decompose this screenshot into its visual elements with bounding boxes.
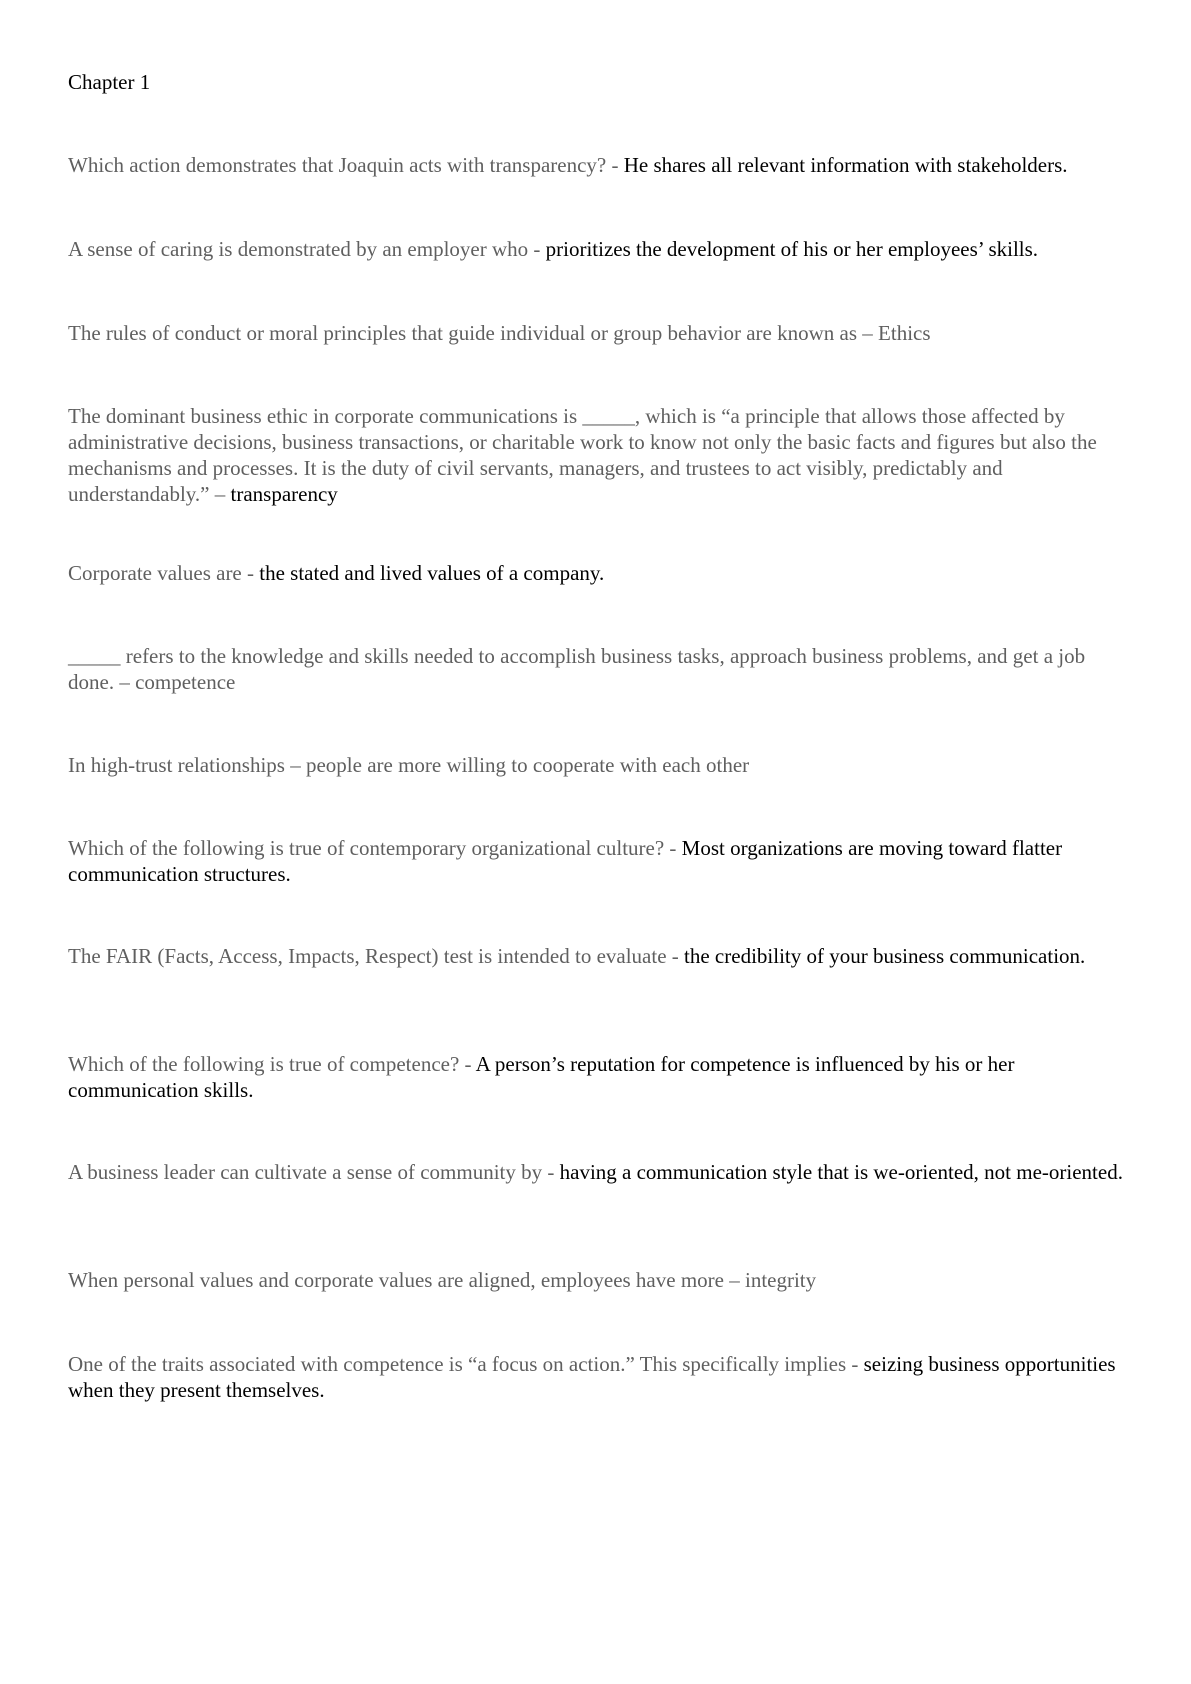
separator: - — [606, 153, 624, 177]
separator: - — [459, 1052, 476, 1076]
qa-item-10 — [68, 1051, 1128, 1103]
qa-item-6 — [68, 643, 1128, 695]
separator: - — [241, 561, 260, 585]
answer-text: prioritizes the development of his or her employees’ skills. — [545, 237, 1039, 261]
question-text: _____ refers to the knowledge and skills needed to accomplish business tasks, approach business problems, and get a job done. — [68, 644, 1086, 694]
qa-item-13 — [68, 1351, 1128, 1403]
separator: - — [846, 1352, 864, 1376]
question-text: One of the traits associated with competence is “a focus on action.” This specifically implies — [68, 1352, 847, 1376]
separator: - — [528, 237, 546, 261]
qa-item-12 — [68, 1267, 1128, 1293]
answer-text: A person’s reputation for competence is influenced by his or her communication skills. — [68, 1052, 1015, 1102]
question-text: A sense of caring is demonstrated by an employer who — [68, 237, 529, 261]
separator: – — [209, 482, 231, 506]
qa-item-5 — [68, 560, 1128, 586]
question-text: Which of the following is true of contemporary organizational culture? — [68, 836, 665, 860]
question-text: When personal values and corporate values are aligned, employees have more — [68, 1268, 724, 1292]
qa-item-2 — [68, 236, 1128, 262]
separator: – — [114, 670, 136, 694]
qa-item-1 — [68, 152, 1128, 178]
qa-item-7 — [68, 752, 1128, 778]
question-text: In high-trust relationships — [68, 753, 285, 777]
answer-text: Most organizations are moving toward flatter communication structures. — [68, 836, 1063, 886]
qa-item-11 — [68, 1159, 1128, 1185]
answer-text: He shares all relevant information with stakeholders. — [623, 153, 1068, 177]
answer-text: integrity — [744, 1268, 817, 1292]
question-text: Which of the following is true of competence? — [68, 1052, 460, 1076]
answer-text: having a communication style that is we-oriented, not me-oriented. — [559, 1160, 1123, 1184]
separator: – — [284, 753, 306, 777]
chapter-title: Chapter 1 — [68, 70, 151, 94]
separator: - — [542, 1160, 560, 1184]
question-text: The dominant business ethic in corporate communications is _____, which is “a principle that allows those affected by administrative decisions, business transactions, or charitable work to know not only the basic facts and figures but also the mechanisms and processes. It is the duty of civil servants, managers, and trustees to act visibly, predictably and understandably.” — [68, 404, 1097, 506]
question-text: A business leader can cultivate a sense of community by — [68, 1160, 543, 1184]
answer-text: the stated and lived values of a company. — [259, 561, 605, 585]
question-text: The FAIR (Facts, Access, Impacts, Respect) test is intended to evaluate — [68, 944, 667, 968]
answer-text: people are more willing to cooperate with each other — [305, 753, 750, 777]
separator: - — [666, 944, 685, 968]
question-text: Corporate values are — [68, 561, 242, 585]
question-text: The rules of conduct or moral principles that guide individual or group behavior are known as — [68, 321, 858, 345]
answer-text: competence — [135, 670, 236, 694]
answer-text: the credibility of your business communication. — [684, 944, 1086, 968]
answer-text: Ethics — [878, 321, 931, 345]
separator: - — [664, 836, 682, 860]
qa-item-8 — [68, 835, 1128, 887]
separator: – — [723, 1268, 745, 1292]
answer-text: transparency — [230, 482, 338, 506]
question-text: Which action demonstrates that Joaquin acts with transparency? — [68, 153, 607, 177]
qa-item-4 — [68, 403, 1128, 507]
separator: – — [857, 321, 879, 345]
qa-item-3 — [68, 320, 1128, 346]
answer-text: seizing business opportunities when they present themselves. — [68, 1352, 1116, 1402]
qa-item-9 — [68, 943, 1128, 969]
